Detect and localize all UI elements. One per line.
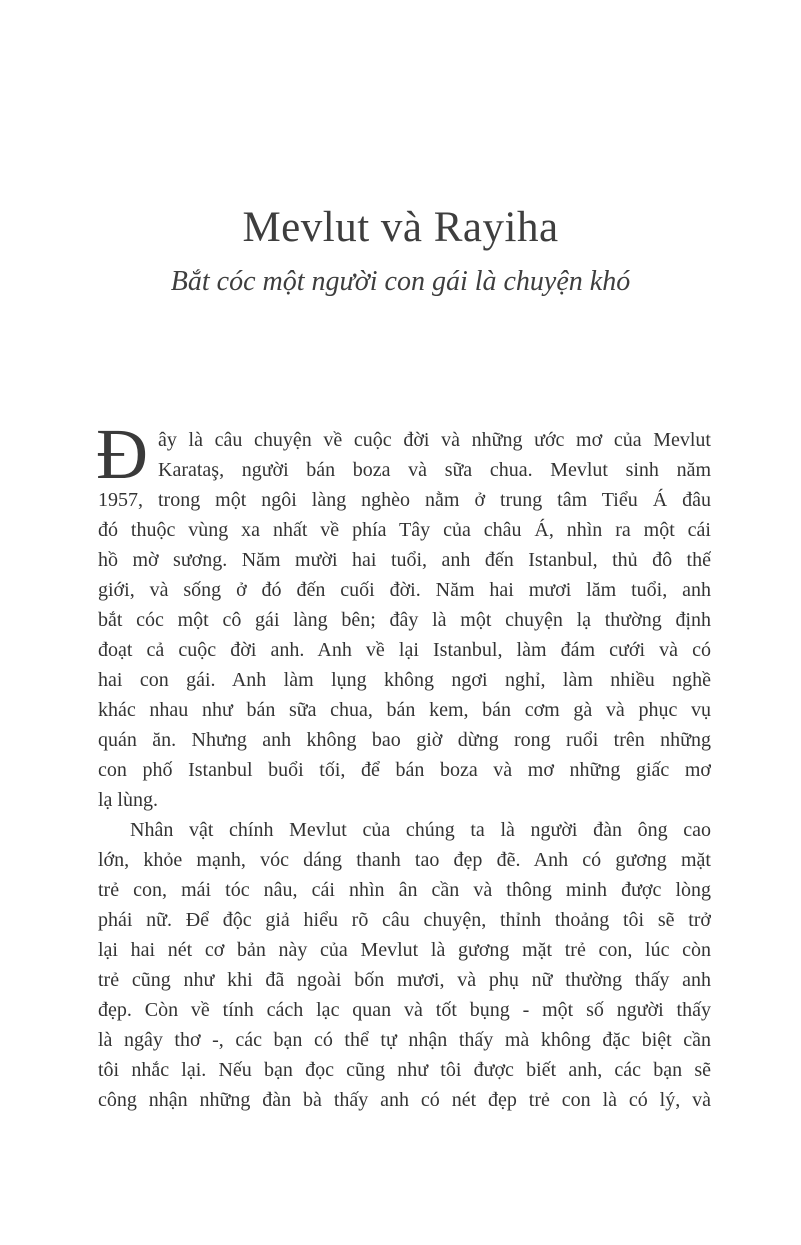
text-line: giới, và sống ở đó đến cuối đời. Năm hai mươi lăm tuổi, anh (98, 579, 711, 601)
text-line: Karataş, người bán boza và sữa chua. Mevlut sinh năm (158, 459, 711, 481)
text-line: hai con gái. Anh làm lụng không ngơi nghỉ, làm nhiều nghề (98, 669, 711, 691)
drop-cap: Đ (96, 414, 148, 494)
text-line: tôi nhắc lại. Nếu bạn đọc cũng như tôi được biết anh, các bạn sẽ (98, 1059, 711, 1081)
text-line: công nhận những đàn bà thấy anh có nét đẹp trẻ con là có lý, và (98, 1089, 711, 1111)
paragraph-2 (98, 815, 711, 1115)
text-line: đoạt cả cuộc đời anh. Anh về lại Istanbul, làm đám cưới và có (98, 639, 711, 661)
paragraph-1 (96, 414, 711, 815)
text-line: lớn, khỏe mạnh, vóc dáng thanh tao đẹp đẽ. Anh có gương mặt (98, 849, 711, 871)
text-line: bắt cóc một cô gái làng bên; đây là một chuyện lạ thường định (98, 609, 711, 631)
text-line: phái nữ. Để độc giả hiểu rõ câu chuyện, thỉnh thoảng tôi sẽ trở (98, 909, 711, 931)
text-line: trẻ cũng như khi đã ngoài bốn mươi, và phụ nữ thường thấy anh (98, 969, 711, 991)
text-line: ây là câu chuyện về cuộc đời và những ước mơ của Mevlut (158, 429, 711, 451)
text-line: khác nhau như bán sữa chua, bán kem, bán cơm gà và phục vụ (98, 699, 711, 721)
text-line: con phố Istanbul buổi tối, để bán boza và mơ những giấc mơ (98, 759, 711, 781)
text-line: trẻ con, mái tóc nâu, cái nhìn ân cần và thông minh được lòng (98, 879, 711, 901)
text-line: lạ lùng. (98, 789, 158, 811)
chapter-subtitle: Bắt cóc một người con gái là chuyện khó (170, 266, 631, 297)
chapter-title: Mevlut và Rayiha (242, 204, 559, 251)
text-line: 1957, trong một ngôi làng nghèo nằm ở trung tâm Tiểu Á đâu (98, 489, 711, 511)
text-line: hồ mờ sương. Năm mười hai tuổi, anh đến Istanbul, thủ đô thế (98, 549, 711, 571)
text-line: lại hai nét cơ bản này của Mevlut là gương mặt trẻ con, lúc còn (98, 939, 711, 961)
text-line: đẹp. Còn về tính cách lạc quan và tốt bụng - một số người thấy (98, 999, 711, 1021)
text-line: là ngây thơ -, các bạn có thể tự nhận thấy mà không đặc biệt cần (98, 1029, 711, 1051)
body-text (96, 414, 711, 1115)
text-line: đó thuộc vùng xa nhất về phía Tây của châu Á, nhìn ra một cái (98, 519, 711, 541)
text-line: Nhân vật chính Mevlut của chúng ta là người đàn ông cao (130, 819, 711, 841)
text-line: quán ăn. Nhưng anh không bao giờ dừng rong ruổi trên những (98, 729, 711, 751)
